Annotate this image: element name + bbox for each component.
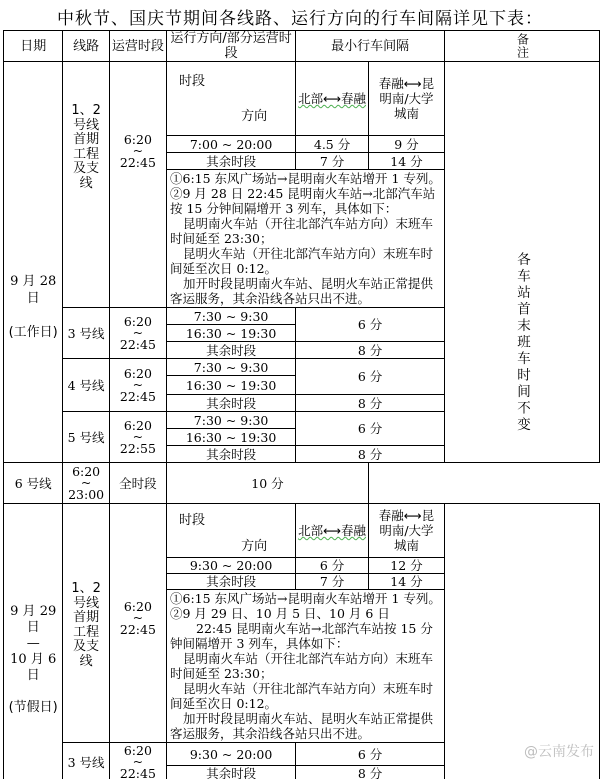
header-min-interval: 最小行车间隔 xyxy=(296,31,445,62)
line-name-cell: 3 号线 xyxy=(63,308,109,359)
interval-cell: 8 分 xyxy=(296,395,445,412)
interval-cell: 12 分 xyxy=(368,558,444,574)
line-name-cell: 6 号线 xyxy=(4,463,63,504)
interval-cell: 6 分 xyxy=(296,743,445,766)
remarks-cell-empty xyxy=(444,504,599,779)
period-cell: 其余时段 xyxy=(167,446,296,463)
line12-hours-cell: 6:20 ~ 22:45 xyxy=(109,504,166,743)
line12-name-cell: 1、2号线首期工程及支线 xyxy=(63,504,109,743)
table-row xyxy=(4,504,600,558)
period-cell: 7:30 ~ 9:30 xyxy=(167,308,296,325)
interval-cell: 6 分 xyxy=(296,308,445,342)
line-hours-cell: 6:20 ~ 23:00 xyxy=(63,463,109,504)
table-header-row xyxy=(4,31,600,62)
line12-notes: ①6:15 东风广场站→昆明南火车站增开 1 专列。 ②9 月 29 日、10 月 5 日、10 月 6 日 22:45 昆明南火车站→北部汽车站按 15 分钟间隔增开 3 列车，具体如下： 昆明南火车站（开往北部汽车站方向）末班车时间延至 23:30； 昆明火车站（开往北部汽车站方向）末班车时间延至次日 0:12。 加开时段昆明南火车站、昆明火车站正常提供客运服务，其余沿线各站只出不进。 xyxy=(167,590,445,743)
line12-name-cell: 1、2号线首期工程及支线 xyxy=(63,62,109,308)
period-cell: 其余时段 xyxy=(167,395,296,412)
period-cell: 9:30 ~ 20:00 xyxy=(167,558,296,574)
line12-hours-cell: 6:20 ~ 22:45 xyxy=(109,62,166,308)
period-cell: 全时段 xyxy=(109,463,166,504)
diagonal-header-cell xyxy=(167,504,296,558)
diag-period-label: 时段 xyxy=(179,74,205,89)
period-cell: 其余时段 xyxy=(167,574,296,590)
page-title: 中秋节、国庆节期间各线路、运行方向的行车间隔详见下表： xyxy=(0,4,600,29)
direction-1-header: 北部⟷春融 xyxy=(296,62,369,136)
header-remarks: 备注 xyxy=(444,31,599,62)
interval-cell: 8 分 xyxy=(296,342,445,359)
interval-cell: 4.5 分 xyxy=(296,136,369,153)
line-hours-cell: 6:20 ~ 22:55 xyxy=(109,412,166,463)
period-cell: 其余时段 xyxy=(167,153,296,170)
interval-cell: 7 分 xyxy=(296,574,369,590)
line12-notes: ①6:15 东风广场站→昆明南火车站增开 1 专列。 ②9 月 28 日 22:45 昆明南火车站→北部汽车站按 15 分钟间隔增开 3 列车，具体如下： 昆明南火车站（开往北部汽车站方向）末班车时间延至 23:30； 昆明火车站（开往北部汽车站方向）末班车时间延至次日 0:12。 加开时段昆明南火车站、昆明火车站正常提供客运服务，其余沿线各站只出不进。 xyxy=(167,170,445,308)
period-cell: 16:30 ~ 19:30 xyxy=(167,429,296,446)
period-cell: 7:00 ~ 20:00 xyxy=(167,136,296,153)
line-hours-cell: 6:20 ~ 22:45 xyxy=(109,743,166,779)
line-hours-cell: 6:20 ~ 22:45 xyxy=(109,308,166,359)
interval-cell: 14 分 xyxy=(368,574,444,590)
period-cell: 16:30 ~ 19:30 xyxy=(167,376,296,395)
header-op-hours: 运营时段 xyxy=(109,31,166,62)
interval-cell: 8 分 xyxy=(296,766,445,779)
date-cell-workday: 9 月 28 日 (工作日) xyxy=(4,62,63,463)
header-date: 日期 xyxy=(4,31,63,62)
period-cell: 其余时段 xyxy=(167,766,296,779)
diag-direction-label: 方向 xyxy=(241,109,267,124)
interval-table xyxy=(3,30,600,779)
date-cell-holiday: 9 月 29 日 — 10 月 6 日 (节假日) xyxy=(4,504,63,779)
line-hours-cell: 6:20 ~ 22:45 xyxy=(109,359,166,412)
period-cell: 其余时段 xyxy=(167,342,296,359)
interval-cell: 9 分 xyxy=(368,136,444,153)
diag-direction-label: 方向 xyxy=(241,539,267,554)
interval-cell: 8 分 xyxy=(296,446,445,463)
interval-cell: 6 分 xyxy=(296,412,445,446)
interval-cell: 6 分 xyxy=(296,558,369,574)
table-row xyxy=(4,463,600,504)
remarks-cell: 各车站首末班车时间不变 xyxy=(444,62,599,463)
diagonal-header-cell xyxy=(167,62,296,136)
line-name-cell: 5 号线 xyxy=(63,412,109,463)
period-cell: 9:30 ~ 20:00 xyxy=(167,743,296,766)
period-cell: 7:30 ~ 9:30 xyxy=(167,359,296,376)
interval-cell: 14 分 xyxy=(368,153,444,170)
period-cell: 7:30 ~ 9:30 xyxy=(167,412,296,429)
line-name-cell: 3 号线 xyxy=(63,743,109,779)
period-cell: 16:30 ~ 19:30 xyxy=(167,325,296,342)
direction-2-header: 春融⟷昆明南/大学城南 xyxy=(368,504,444,558)
interval-cell: 10 分 xyxy=(167,463,369,504)
header-line: 线路 xyxy=(63,31,109,62)
diag-period-label: 时段 xyxy=(179,513,205,528)
interval-cell: 7 分 xyxy=(296,153,369,170)
direction-1-header: 北部⟷春融 xyxy=(296,504,369,558)
header-direction-period: 运行方向/部分运营时段 xyxy=(167,31,296,62)
direction-2-header: 春融⟷昆明南/大学城南 xyxy=(368,62,444,136)
line-name-cell: 4 号线 xyxy=(63,359,109,412)
interval-cell: 6 分 xyxy=(296,359,445,395)
table-row xyxy=(4,62,600,136)
watermark: @云南发布 xyxy=(524,741,594,761)
